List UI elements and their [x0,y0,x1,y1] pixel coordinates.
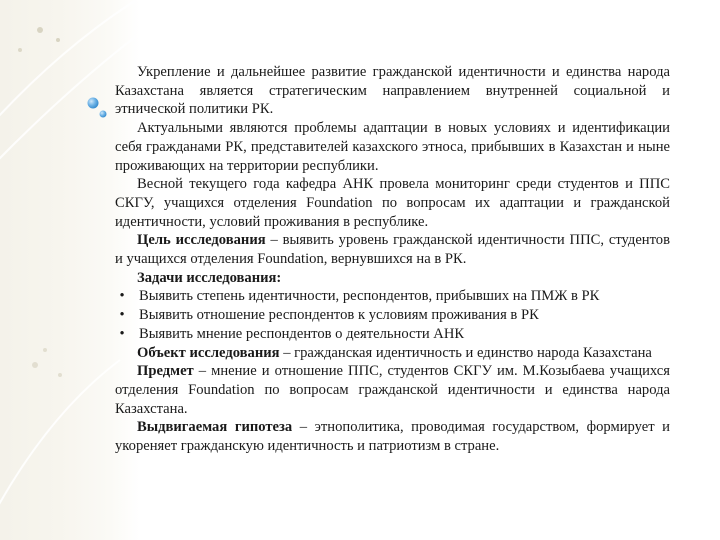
bubble-large [88,98,99,109]
deco-dot-4 [43,348,47,352]
goal-paragraph [115,231,670,268]
task-text: Выявить степень идентичности, респондентов, прибывших на ПМЖ в РК [139,288,600,305]
object-paragraph [115,344,670,363]
deco-dot-3 [18,48,22,52]
goal-label: Цель исследования [137,232,266,249]
task-item [115,306,670,325]
task-text: Выявить отношение респондентов к условиям проживания в РК [139,307,539,324]
deco-dot-5 [32,362,38,368]
hypothesis-text: – этнополитика, проводимая государством, формирует и укореняет гражданскую идентичность и патриотизм в стране. [115,419,670,455]
bubble-small [100,111,107,118]
bullet-icon: • [119,325,125,342]
paragraph-1: Укрепление и дальнейшее развитие гражданской идентичности и единства народа Казахстана является стратегическим направлением внутренней социальной и этнической политики РК. [115,64,670,118]
hypothesis-paragraph [115,418,670,455]
deco-dot-6 [58,373,62,377]
deco-arc-3 [0,360,120,540]
tasks-heading [115,269,670,288]
subject-label: Предмет [137,363,194,380]
subject-paragraph [115,362,670,418]
goal-text: – выявить уровень гражданской идентичности ППС, студентов и учащихся отделения Foundation, вернувшихся на в РК. [115,232,670,268]
bullet-icon: • [119,288,125,305]
slide-text [115,63,670,456]
deco-dot-2 [56,38,60,42]
paragraph-2: Актуальными являются проблемы адаптации в новых условиях и идентификации себя гражданами РК, представителей казахского этноса, прибывших в Казахстан и ныне проживающих на территории республики. [115,120,670,174]
task-item [115,325,670,344]
object-text: – гражданская идентичность и единство народа Казахстана [279,344,652,361]
hypothesis-label: Выдвигаемая гипотеза [137,419,293,436]
bullet-icon: • [119,307,125,324]
paragraph-3: Весной текущего года кафедра АНК провела мониторинг среди студентов и ППС СКГУ, учащихся отделения Foundation по вопросам их адаптации и гражданской идентичности, условий проживания в республике. [115,176,670,230]
object-label: Объект исследования [137,344,280,361]
tasks-label: Задачи исследования: [137,269,282,286]
task-item [115,287,670,306]
deco-dot-1 [37,27,43,33]
task-text: Выявить мнение респондентов о деятельности АНК [139,325,465,342]
subject-text: – мнение и отношение ППС, студентов СКГУ им. М.Козыбаева учащихся отделения Foundation по вопросам гражданской идентичности и единства народа Казахстана. [115,363,670,417]
